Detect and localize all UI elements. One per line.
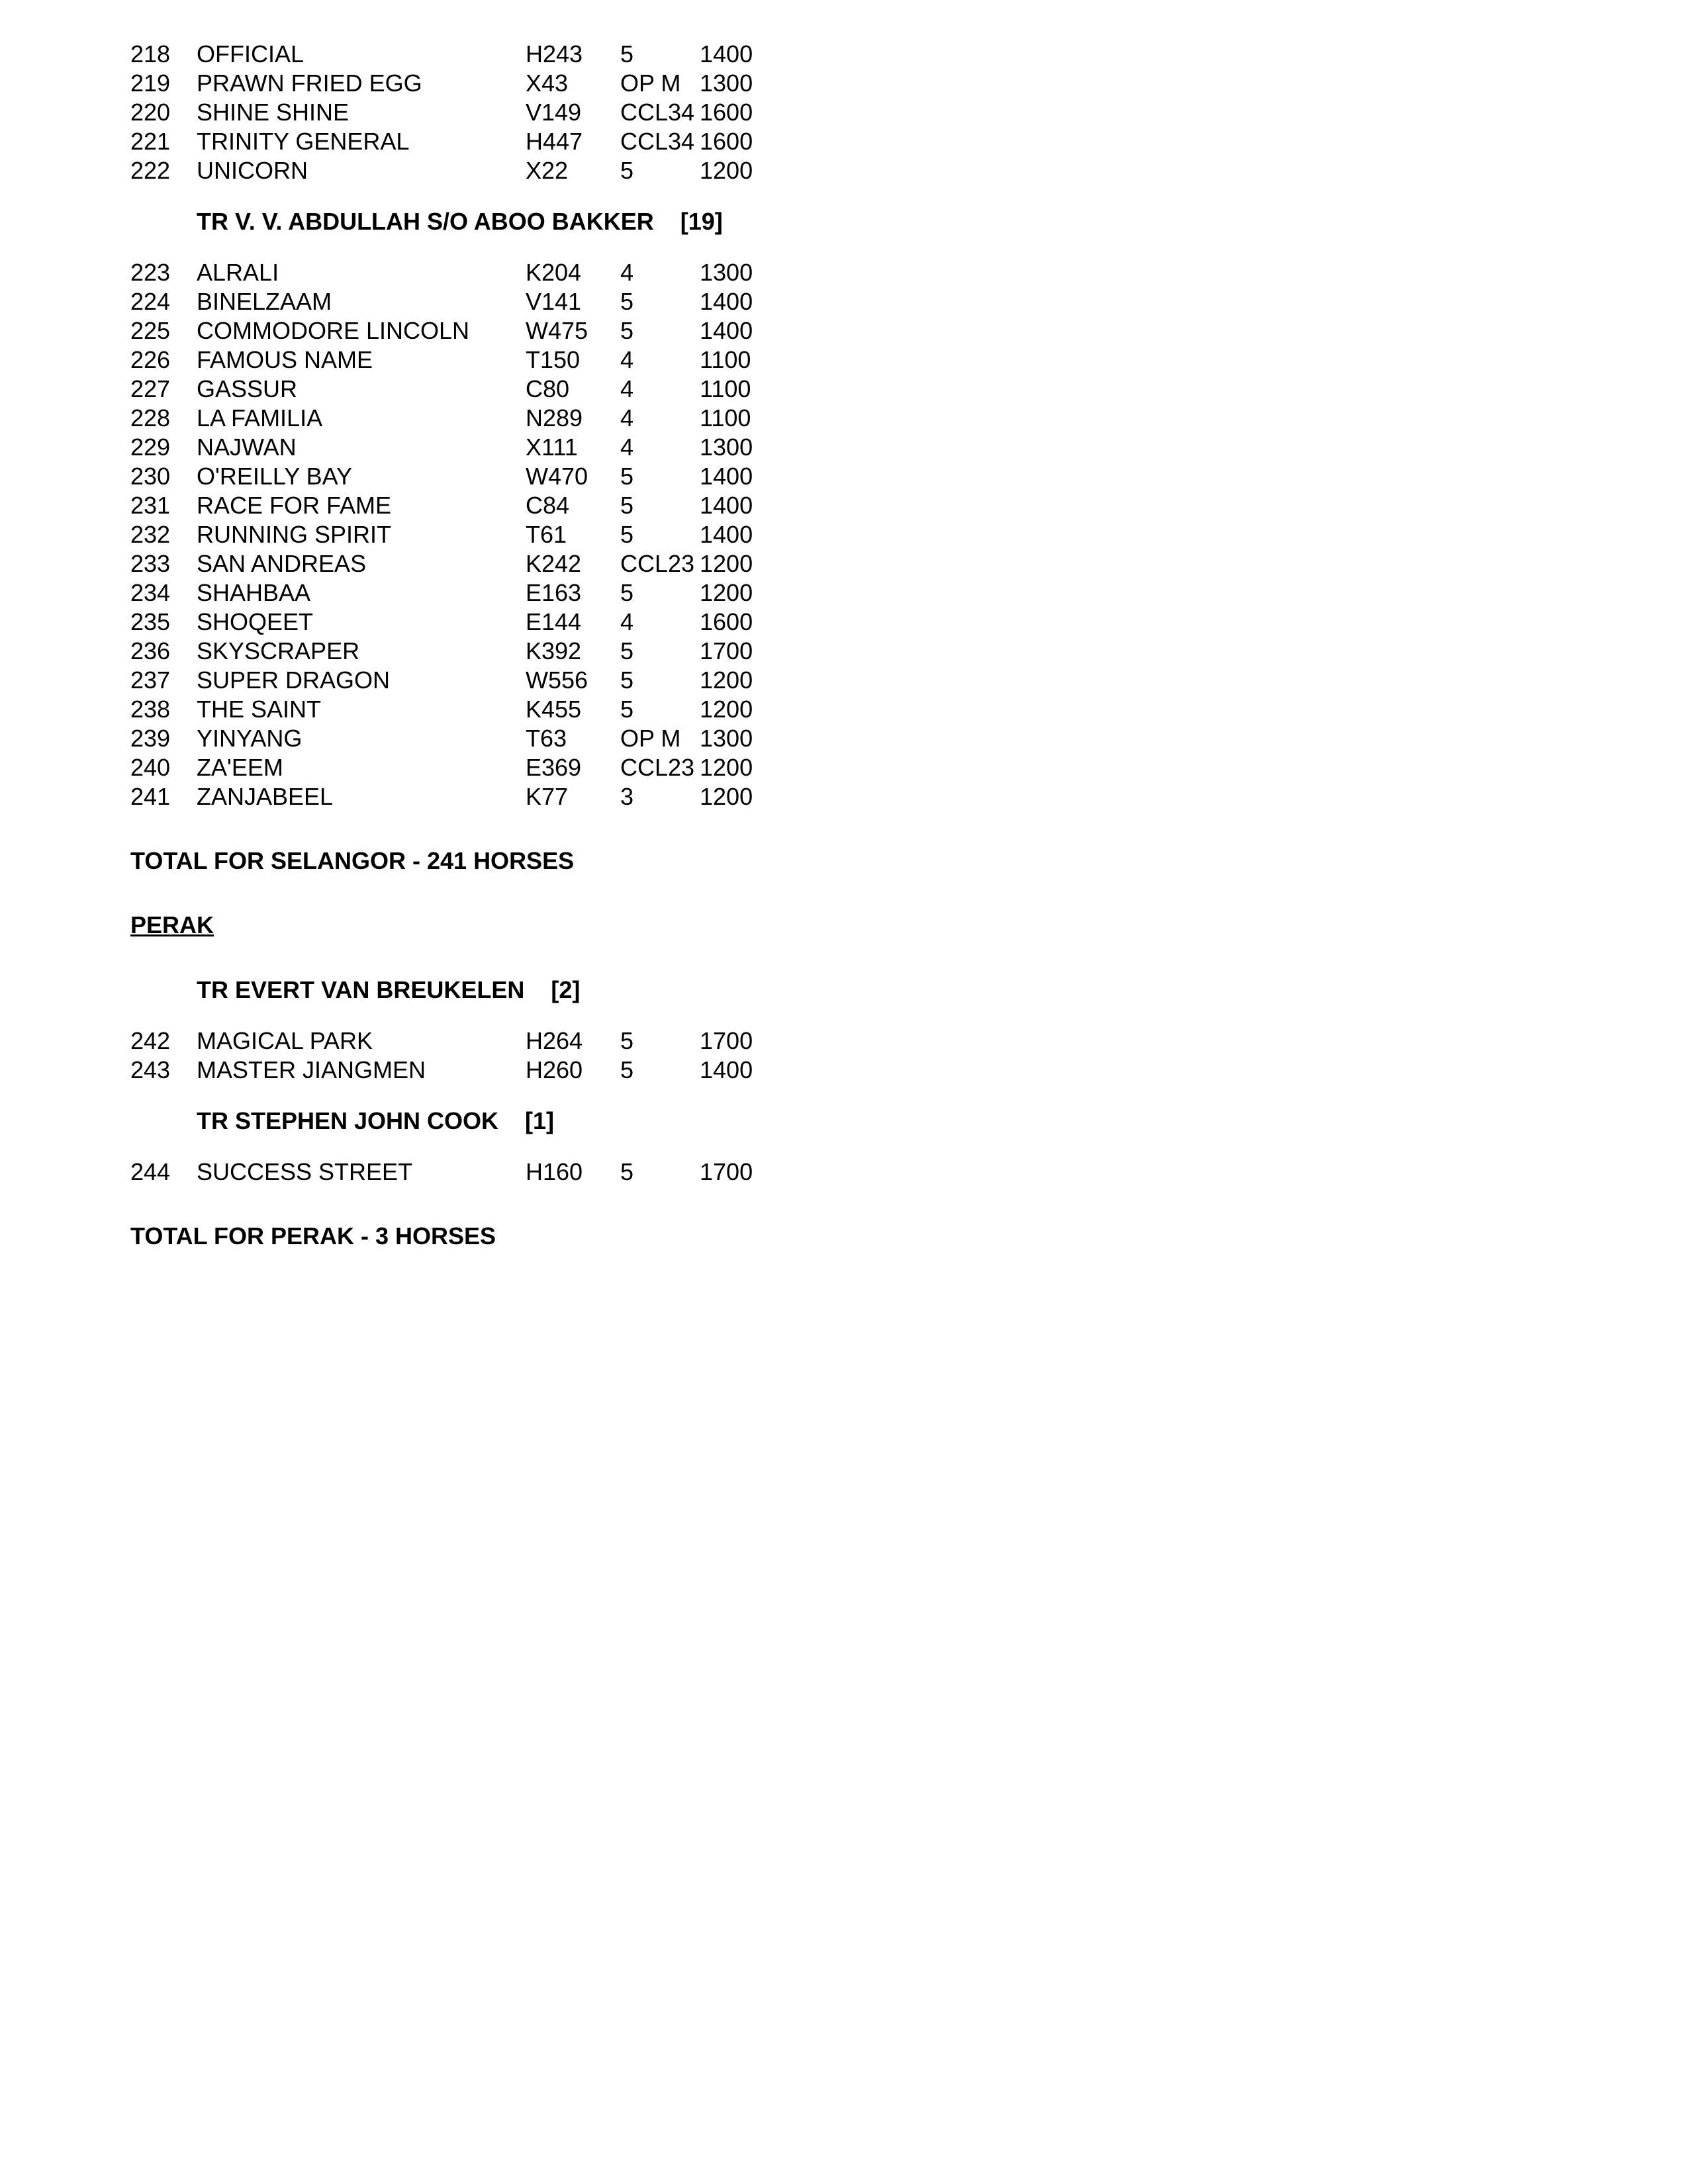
horse-class: 5 — [620, 1056, 634, 1083]
horse-code: W475 — [526, 317, 588, 344]
horse-class: 5 — [620, 463, 634, 490]
table-row — [130, 1158, 925, 1187]
horse-number: 230 — [130, 463, 171, 490]
table-row — [130, 549, 925, 578]
horse-distance: 1200 — [700, 696, 753, 723]
horse-code: X43 — [526, 69, 569, 97]
total-selangor: TOTAL FOR SELANGOR - 241 HORSES — [130, 847, 575, 874]
horse-name: COMMODORE LINCOLN — [197, 317, 470, 344]
horse-code: X22 — [526, 157, 569, 184]
horse-distance: 1400 — [700, 463, 753, 490]
horse-number: 232 — [130, 521, 171, 548]
horse-name: SHOQEET — [197, 608, 314, 635]
horse-distance: 1100 — [700, 346, 751, 373]
table-row — [130, 375, 925, 404]
horse-class: 4 — [620, 433, 634, 461]
horse-distance: 1200 — [700, 550, 753, 577]
horse-number: 221 — [130, 128, 171, 155]
horse-name: SKYSCRAPER — [197, 637, 360, 664]
horse-distance: 1400 — [700, 317, 753, 344]
horse-code: K455 — [526, 696, 582, 723]
horse-name: ALRALI — [197, 259, 279, 286]
horse-distance: 1700 — [700, 1027, 753, 1054]
horse-code: H243 — [526, 40, 583, 68]
table-row — [130, 127, 925, 156]
table-row — [130, 98, 925, 127]
horse-name: SAN ANDREAS — [197, 550, 367, 577]
horse-listing-page — [130, 40, 925, 1251]
table-row — [130, 258, 925, 287]
horse-code: H264 — [526, 1027, 583, 1054]
horse-code: V149 — [526, 99, 582, 126]
region-heading-perak: PERAK — [130, 911, 214, 938]
horse-number: 242 — [130, 1027, 171, 1054]
trainer-heading — [197, 207, 925, 236]
horse-class: 5 — [620, 579, 634, 606]
horse-name: LA FAMILIA — [197, 404, 323, 432]
horse-distance: 1300 — [700, 433, 753, 461]
horse-code: T63 — [526, 725, 567, 752]
table-row — [130, 40, 925, 69]
table-row — [130, 753, 925, 782]
horse-number: 228 — [130, 404, 171, 432]
horse-number: 222 — [130, 157, 171, 184]
horse-number: 243 — [130, 1056, 171, 1083]
table-row — [130, 608, 925, 637]
horse-distance: 1700 — [700, 1158, 753, 1185]
horse-number: 224 — [130, 288, 171, 315]
horse-code: K204 — [526, 259, 582, 286]
horse-code: T61 — [526, 521, 567, 548]
table-row — [130, 695, 925, 724]
horse-code: K242 — [526, 550, 582, 577]
horse-class: 5 — [620, 666, 634, 694]
table-row — [130, 1026, 925, 1056]
horse-distance: 1300 — [700, 725, 753, 752]
horse-class: 4 — [620, 259, 634, 286]
horse-distance: 1100 — [700, 375, 751, 402]
horse-distance: 1200 — [700, 579, 753, 606]
horse-code: K392 — [526, 637, 582, 664]
horse-code: C84 — [526, 492, 570, 519]
horse-distance: 1200 — [700, 754, 753, 781]
horse-name: MAGICAL PARK — [197, 1027, 373, 1054]
horse-distance: 1700 — [700, 637, 753, 664]
table-row — [130, 156, 925, 185]
horse-class: 5 — [620, 637, 634, 664]
trainer-name: TR STEPHEN JOHN COOK — [197, 1107, 499, 1134]
table-row — [130, 520, 925, 549]
horse-distance: 1400 — [700, 521, 753, 548]
horse-distance: 1400 — [700, 1056, 753, 1083]
horse-number: 226 — [130, 346, 171, 373]
horse-number: 234 — [130, 579, 171, 606]
horse-number: 239 — [130, 725, 171, 752]
horse-number: 241 — [130, 783, 171, 810]
horse-distance: 1400 — [700, 288, 753, 315]
horse-number: 236 — [130, 637, 171, 664]
trainer-horse-count: [2] — [551, 976, 581, 1003]
horse-distance: 1200 — [700, 783, 753, 810]
horse-list — [130, 258, 925, 811]
horse-code: K77 — [526, 783, 569, 810]
table-row — [130, 578, 925, 608]
horse-class: 5 — [620, 1027, 634, 1054]
table-row — [130, 666, 925, 695]
horse-class: 3 — [620, 783, 634, 810]
horse-name: ZANJABEEL — [197, 783, 334, 810]
horse-name: O'REILLY BAY — [197, 463, 352, 490]
horse-name: NAJWAN — [197, 433, 297, 461]
horse-distance: 1300 — [700, 69, 753, 97]
horse-name: RUNNING SPIRIT — [197, 521, 392, 548]
trainer-heading — [197, 976, 925, 1005]
horse-code: E163 — [526, 579, 582, 606]
horse-class: CCL23 — [620, 754, 695, 781]
horse-code: N289 — [526, 404, 583, 432]
horse-code: X111 — [526, 433, 578, 461]
horse-number: 235 — [130, 608, 171, 635]
trainer-name: TR EVERT VAN BREUKELEN — [197, 976, 525, 1003]
horse-class: 5 — [620, 492, 634, 519]
horse-distance: 1400 — [700, 40, 753, 68]
table-row — [130, 316, 925, 345]
horse-code: W556 — [526, 666, 588, 694]
horse-name: FAMOUS NAME — [197, 346, 373, 373]
horse-class: 5 — [620, 40, 634, 68]
horse-name: GASSUR — [197, 375, 298, 402]
horse-number: 240 — [130, 754, 171, 781]
horse-distance: 1300 — [700, 259, 753, 286]
table-row — [130, 404, 925, 433]
horse-number: 244 — [130, 1158, 171, 1185]
horse-name: UNICORN — [197, 157, 308, 184]
horse-code: H260 — [526, 1056, 583, 1083]
horse-class: 5 — [620, 696, 634, 723]
horse-number: 227 — [130, 375, 171, 402]
table-row — [130, 782, 925, 811]
horse-number: 223 — [130, 259, 171, 286]
horse-name: OFFICIAL — [197, 40, 305, 68]
horse-class: CCL23 — [620, 550, 695, 577]
horse-list — [130, 1026, 925, 1085]
table-row — [130, 287, 925, 316]
horse-class: CCL34 — [620, 128, 695, 155]
horse-code: T150 — [526, 346, 581, 373]
horse-number: 219 — [130, 69, 171, 97]
horse-list — [130, 40, 925, 185]
trainer-name: TR V. V. ABDULLAH S/O ABOO BAKKER — [197, 208, 654, 235]
horse-list — [130, 1158, 925, 1187]
horse-distance: 1600 — [700, 99, 753, 126]
horse-number: 229 — [130, 433, 171, 461]
horse-distance: 1600 — [700, 128, 753, 155]
horse-class: OP M — [620, 725, 681, 752]
horse-class: 5 — [620, 1158, 634, 1185]
table-row — [130, 724, 925, 753]
horse-name: SHINE SHINE — [197, 99, 350, 126]
table-row — [130, 491, 925, 520]
horse-number: 238 — [130, 696, 171, 723]
horse-class: 5 — [620, 157, 634, 184]
horse-name: PRAWN FRIED EGG — [197, 69, 422, 97]
horse-name: YINYANG — [197, 725, 303, 752]
horse-code: V141 — [526, 288, 582, 315]
horse-number: 220 — [130, 99, 171, 126]
horse-distance: 1200 — [700, 157, 753, 184]
horse-number: 231 — [130, 492, 171, 519]
table-row — [130, 637, 925, 666]
horse-name: SUCCESS STREET — [197, 1158, 413, 1185]
horse-name: MASTER JIANGMEN — [197, 1056, 426, 1083]
table-row — [130, 1056, 925, 1085]
horse-number: 233 — [130, 550, 171, 577]
horse-name: SHAHBAA — [197, 579, 311, 606]
horse-class: 4 — [620, 375, 634, 402]
horse-code: H160 — [526, 1158, 583, 1185]
trainer-heading — [197, 1107, 925, 1136]
horse-name: SUPER DRAGON — [197, 666, 391, 694]
horse-code: E144 — [526, 608, 582, 635]
horse-class: CCL34 — [620, 99, 695, 126]
horse-distance: 1400 — [700, 492, 753, 519]
table-row — [130, 69, 925, 98]
horse-class: 4 — [620, 404, 634, 432]
horse-class: OP M — [620, 69, 681, 97]
horse-name: ZA'EEM — [197, 754, 283, 781]
horse-name: TRINITY GENERAL — [197, 128, 410, 155]
horse-distance: 1600 — [700, 608, 753, 635]
horse-number: 218 — [130, 40, 171, 68]
trainer-horse-count: [1] — [525, 1107, 555, 1134]
total-perak: TOTAL FOR PERAK - 3 HORSES — [130, 1222, 496, 1250]
horse-number: 237 — [130, 666, 171, 694]
table-row — [130, 433, 925, 462]
horse-class: 4 — [620, 346, 634, 373]
horse-class: 5 — [620, 317, 634, 344]
table-row — [130, 462, 925, 491]
horse-name: RACE FOR FAME — [197, 492, 392, 519]
horse-distance: 1100 — [700, 404, 751, 432]
horse-number: 225 — [130, 317, 171, 344]
horse-name: THE SAINT — [197, 696, 322, 723]
horse-class: 5 — [620, 521, 634, 548]
horse-code: E369 — [526, 754, 582, 781]
horse-class: 4 — [620, 608, 634, 635]
horse-code: W470 — [526, 463, 588, 490]
trainer-horse-count: [19] — [680, 208, 723, 235]
horse-class: 5 — [620, 288, 634, 315]
horse-code: C80 — [526, 375, 570, 402]
table-row — [130, 345, 925, 375]
horse-distance: 1200 — [700, 666, 753, 694]
horse-code: H447 — [526, 128, 583, 155]
horse-name: BINELZAAM — [197, 288, 332, 315]
